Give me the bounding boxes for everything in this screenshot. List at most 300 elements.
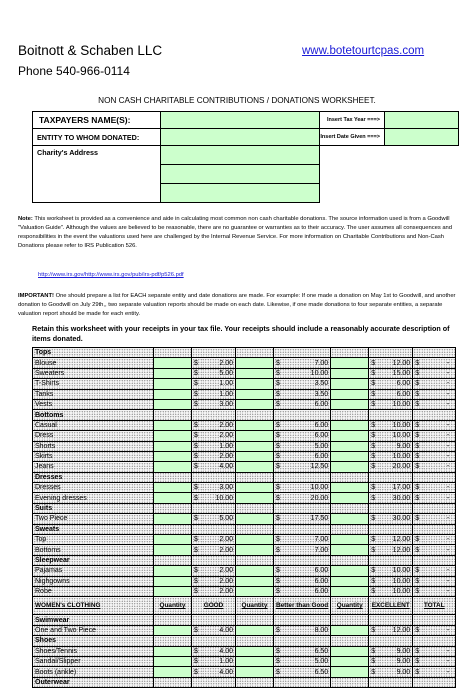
quantity-input-better[interactable]: [236, 451, 274, 461]
quantity-input-better[interactable]: [236, 656, 274, 666]
column-header: Quantity: [331, 597, 369, 615]
quantity-input-good[interactable]: [154, 462, 192, 472]
insert-date-label: Insert Date Given ===>: [320, 129, 385, 146]
row-total: -: [423, 535, 456, 545]
table-row: [33, 545, 456, 555]
currency-symbol: $: [274, 586, 287, 596]
currency-symbol: $: [413, 420, 423, 430]
currency-symbol: $: [274, 625, 287, 635]
quantity-input-better[interactable]: [236, 462, 274, 472]
value-good: 4.00: [202, 462, 236, 472]
table-header-row: [33, 597, 456, 615]
quantity-input-excellent[interactable]: [331, 514, 369, 524]
column-header: Better than Good: [274, 597, 331, 615]
value-better: 17.50: [287, 514, 331, 524]
currency-symbol: $: [192, 358, 202, 368]
currency-symbol: $: [369, 576, 379, 586]
address-line-2-field[interactable]: [161, 165, 320, 184]
quantity-input-excellent[interactable]: [331, 389, 369, 399]
currency-symbol: $: [192, 451, 202, 461]
quantity-input-good[interactable]: [154, 358, 192, 368]
section-label: Outerwear: [33, 677, 154, 687]
column-header: EXCELLENT: [369, 597, 413, 615]
quantity-input-better[interactable]: [236, 420, 274, 430]
column-header: Quantity: [154, 597, 192, 615]
currency-symbol: $: [274, 576, 287, 586]
value-good: 2.00: [202, 431, 236, 441]
row-total: -: [423, 545, 456, 555]
item-label: Boots (ankle): [33, 667, 154, 677]
table-row: [33, 431, 456, 441]
currency-symbol: $: [413, 656, 423, 666]
currency-symbol: $: [192, 368, 202, 378]
table-row: [33, 441, 456, 451]
quantity-input-good[interactable]: [154, 389, 192, 399]
currency-symbol: $: [274, 493, 287, 503]
row-total: -: [423, 399, 456, 409]
row-total: -: [423, 441, 456, 451]
section-label: Tops: [33, 348, 154, 358]
item-label: Bottoms: [33, 545, 154, 555]
quantity-input-excellent[interactable]: [331, 576, 369, 586]
currency-symbol: $: [192, 483, 202, 493]
currency-symbol: $: [192, 625, 202, 635]
quantity-input-good[interactable]: [154, 483, 192, 493]
value-better: 10.00: [287, 483, 331, 493]
value-excellent: 12.00: [379, 545, 413, 555]
quantity-input-better[interactable]: [236, 493, 274, 503]
quantity-input-better[interactable]: [236, 566, 274, 576]
value-excellent: 10.00: [379, 566, 413, 576]
value-good: 2.00: [202, 545, 236, 555]
item-label: One and Two Piece: [33, 625, 154, 635]
quantity-input-excellent[interactable]: [331, 399, 369, 409]
quantity-input-better[interactable]: [236, 545, 274, 555]
row-total: -: [423, 358, 456, 368]
quantity-input-good[interactable]: [154, 493, 192, 503]
currency-symbol: $: [413, 462, 423, 472]
item-label: Vests: [33, 399, 154, 409]
value-good: 5.00: [202, 368, 236, 378]
currency-symbol: $: [369, 514, 379, 524]
quantity-input-excellent[interactable]: [331, 441, 369, 451]
table-row: [33, 368, 456, 378]
currency-symbol: $: [274, 646, 287, 656]
currency-symbol: $: [192, 514, 202, 524]
value-good: 2.00: [202, 358, 236, 368]
charity-address-label: Charity's Address: [33, 146, 161, 203]
value-excellent: 9.00: [379, 441, 413, 451]
item-label: Dress: [33, 431, 154, 441]
address-line-1-field[interactable]: [161, 146, 320, 165]
item-label: Evening dresses: [33, 493, 154, 503]
quantity-input-better[interactable]: [236, 586, 274, 596]
column-header: WOMEN's CLOTHING: [33, 597, 154, 615]
quantity-input-good[interactable]: [154, 576, 192, 586]
value-excellent: 17.00: [379, 483, 413, 493]
currency-symbol: $: [274, 358, 287, 368]
value-excellent: 30.00: [379, 514, 413, 524]
currency-symbol: $: [192, 399, 202, 409]
quantity-input-good[interactable]: [154, 368, 192, 378]
currency-symbol: $: [274, 389, 287, 399]
value-excellent: 10.00: [379, 399, 413, 409]
section-label: Sleepwear: [33, 555, 154, 565]
quantity-input-good[interactable]: [154, 566, 192, 576]
currency-symbol: $: [413, 667, 423, 677]
currency-symbol: $: [274, 368, 287, 378]
item-label: Pajamas: [33, 566, 154, 576]
value-good: 3.00: [202, 483, 236, 493]
quantity-input-better[interactable]: [236, 576, 274, 586]
value-excellent: 9.00: [379, 667, 413, 677]
table-row: [33, 625, 456, 635]
currency-symbol: $: [274, 451, 287, 461]
item-label: Sweaters: [33, 368, 154, 378]
table-row: [33, 493, 456, 503]
table-row: [33, 566, 456, 576]
item-label: Tanks: [33, 389, 154, 399]
value-excellent: 12.00: [379, 625, 413, 635]
currency-symbol: $: [369, 646, 379, 656]
table-row: [33, 399, 456, 409]
currency-symbol: $: [369, 441, 379, 451]
currency-symbol: $: [413, 514, 423, 524]
quantity-input-good[interactable]: [154, 379, 192, 389]
quantity-input-good[interactable]: [154, 667, 192, 677]
value-good: 2.00: [202, 586, 236, 596]
row-total: -: [423, 514, 456, 524]
quantity-input-good[interactable]: [154, 535, 192, 545]
quantity-input-excellent[interactable]: [331, 586, 369, 596]
currency-symbol: $: [369, 535, 379, 545]
currency-symbol: $: [192, 667, 202, 677]
section-label: Swimwear: [33, 615, 154, 625]
currency-symbol: $: [413, 535, 423, 545]
value-good: 1.00: [202, 389, 236, 399]
quantity-input-excellent[interactable]: [331, 493, 369, 503]
currency-symbol: $: [413, 368, 423, 378]
item-label: Robe: [33, 586, 154, 596]
currency-symbol: $: [274, 667, 287, 677]
currency-symbol: $: [369, 420, 379, 430]
company-phone: Phone 540-966-0114: [18, 64, 130, 78]
quantity-input-good[interactable]: [154, 451, 192, 461]
womens-clothing-table: [32, 347, 456, 688]
item-label: Blouse: [33, 358, 154, 368]
entity-name-field[interactable]: [161, 129, 320, 146]
quantity-input-better[interactable]: [236, 535, 274, 545]
table-row: [33, 646, 456, 656]
quantity-input-good[interactable]: [154, 586, 192, 596]
quantity-input-excellent[interactable]: [331, 431, 369, 441]
retain-instructions: Retain this worksheet with your receipts in your tax file. Your receipts should include a reasonably accurate description of items donated.: [32, 324, 450, 343]
value-good: 4.00: [202, 625, 236, 635]
quantity-input-better[interactable]: [236, 646, 274, 656]
value-better: 12.50: [287, 462, 331, 472]
quantity-input-better[interactable]: [236, 368, 274, 378]
currency-symbol: $: [274, 566, 287, 576]
row-total: -: [423, 656, 456, 666]
value-better: 7.00: [287, 545, 331, 555]
company-name: Boitnott & Schaben LLC: [18, 43, 163, 58]
tax-year-field[interactable]: [385, 112, 459, 129]
value-good: 2.00: [202, 566, 236, 576]
value-better: 6.00: [287, 586, 331, 596]
currency-symbol: $: [413, 399, 423, 409]
row-total: -: [423, 368, 456, 378]
currency-symbol: $: [274, 514, 287, 524]
currency-symbol: $: [369, 368, 379, 378]
important-paragraph: IMPORTANT! One should prepare a list for EACH separate entity and date donations are made. For example: If one made a donation on May 1st to Goodwill, and another donation to Goodwill on July 29th,, two separate valuation reports should be made on each date. Likewise, if one made donations to four separate entities, a separate valuation report should be made for each entity.: [18, 293, 456, 317]
quantity-input-excellent[interactable]: [331, 656, 369, 666]
currency-symbol: $: [369, 625, 379, 635]
currency-symbol: $: [413, 451, 423, 461]
taxpayer-form: [32, 111, 459, 203]
value-excellent: 6.00: [379, 379, 413, 389]
value-better: 3.50: [287, 389, 331, 399]
currency-symbol: $: [369, 483, 379, 493]
currency-symbol: $: [413, 493, 423, 503]
value-better: 6.00: [287, 451, 331, 461]
quantity-input-better[interactable]: [236, 441, 274, 451]
currency-symbol: $: [192, 379, 202, 389]
currency-symbol: $: [413, 379, 423, 389]
currency-symbol: $: [413, 358, 423, 368]
quantity-input-better[interactable]: [236, 431, 274, 441]
currency-symbol: $: [274, 399, 287, 409]
currency-symbol: $: [369, 451, 379, 461]
currency-symbol: $: [369, 545, 379, 555]
value-better: 6.00: [287, 566, 331, 576]
value-better: 10.00: [287, 368, 331, 378]
quantity-input-better[interactable]: [236, 389, 274, 399]
value-excellent: 10.00: [379, 420, 413, 430]
currency-symbol: $: [369, 586, 379, 596]
quantity-input-good[interactable]: [154, 545, 192, 555]
quantity-input-good[interactable]: [154, 441, 192, 451]
value-excellent: 10.00: [379, 586, 413, 596]
section-row: [33, 472, 456, 482]
value-better: 3.50: [287, 379, 331, 389]
currency-symbol: $: [413, 576, 423, 586]
quantity-input-excellent[interactable]: [331, 625, 369, 635]
currency-symbol: $: [369, 379, 379, 389]
row-total: -: [423, 586, 456, 596]
table-row: [33, 656, 456, 666]
row-total: -: [423, 483, 456, 493]
currency-symbol: $: [192, 586, 202, 596]
quantity-input-excellent[interactable]: [331, 535, 369, 545]
row-total: -: [423, 576, 456, 586]
table-row: [33, 535, 456, 545]
quantity-input-excellent[interactable]: [331, 483, 369, 493]
value-better: 5.00: [287, 441, 331, 451]
currency-symbol: $: [192, 493, 202, 503]
address-line-3-field[interactable]: [161, 184, 320, 203]
currency-symbol: $: [192, 576, 202, 586]
row-total: -: [423, 493, 456, 503]
currency-symbol: $: [369, 431, 379, 441]
quantity-input-better[interactable]: [236, 514, 274, 524]
item-label: Casual: [33, 420, 154, 430]
currency-symbol: $: [274, 379, 287, 389]
insert-tax-year-label: Insert Tax Year ===>: [320, 112, 385, 129]
section-label: Suits: [33, 503, 154, 513]
currency-symbol: $: [192, 389, 202, 399]
quantity-input-excellent[interactable]: [331, 451, 369, 461]
quantity-input-good[interactable]: [154, 399, 192, 409]
quantity-input-better[interactable]: [236, 399, 274, 409]
row-total: -: [423, 625, 456, 635]
value-excellent: 15.00: [379, 368, 413, 378]
section-row: [33, 503, 456, 513]
item-label: Skirts: [33, 451, 154, 461]
currency-symbol: $: [274, 656, 287, 666]
section-label: Shoes: [33, 636, 154, 646]
currency-symbol: $: [192, 535, 202, 545]
quantity-input-excellent[interactable]: [331, 667, 369, 677]
value-better: 6.50: [287, 646, 331, 656]
currency-symbol: $: [192, 656, 202, 666]
column-header: GOOD: [192, 597, 236, 615]
section-row: [33, 555, 456, 565]
currency-symbol: $: [413, 545, 423, 555]
quantity-input-excellent[interactable]: [331, 462, 369, 472]
quantity-input-better[interactable]: [236, 379, 274, 389]
value-good: 2.00: [202, 576, 236, 586]
table-row: [33, 462, 456, 472]
currency-symbol: $: [274, 462, 287, 472]
currency-symbol: $: [369, 358, 379, 368]
row-total: -: [423, 667, 456, 677]
quantity-input-better[interactable]: [236, 625, 274, 635]
value-excellent: 10.00: [379, 431, 413, 441]
value-good: 10.00: [202, 493, 236, 503]
value-excellent: 12.00: [379, 358, 413, 368]
quantity-input-good[interactable]: [154, 646, 192, 656]
value-better: 6.50: [287, 667, 331, 677]
item-label: Shorts: [33, 441, 154, 451]
table-row: [33, 451, 456, 461]
quantity-input-good[interactable]: [154, 514, 192, 524]
item-label: Sandal/Slipper: [33, 656, 154, 666]
currency-symbol: $: [192, 420, 202, 430]
quantity-input-better[interactable]: [236, 667, 274, 677]
value-better: 8.00: [287, 625, 331, 635]
table-row: [33, 576, 456, 586]
quantity-input-excellent[interactable]: [331, 368, 369, 378]
quantity-input-excellent[interactable]: [331, 420, 369, 430]
currency-symbol: $: [413, 431, 423, 441]
table-row: [33, 420, 456, 430]
section-row: [33, 410, 456, 420]
currency-symbol: $: [274, 441, 287, 451]
currency-symbol: $: [274, 535, 287, 545]
currency-symbol: $: [192, 545, 202, 555]
value-excellent: 30.00: [379, 493, 413, 503]
quantity-input-better[interactable]: [236, 483, 274, 493]
row-total: -: [423, 451, 456, 461]
currency-symbol: $: [369, 667, 379, 677]
taxpayer-name-field[interactable]: [161, 112, 320, 129]
section-label: Sweats: [33, 524, 154, 534]
quantity-input-better[interactable]: [236, 358, 274, 368]
value-excellent: 10.00: [379, 576, 413, 586]
row-total: -: [423, 462, 456, 472]
currency-symbol: $: [192, 646, 202, 656]
currency-symbol: $: [413, 441, 423, 451]
currency-symbol: $: [413, 625, 423, 635]
value-better: 7.00: [287, 535, 331, 545]
quantity-input-excellent[interactable]: [331, 358, 369, 368]
value-good: 4.00: [202, 667, 236, 677]
currency-symbol: $: [413, 646, 423, 656]
currency-symbol: $: [369, 656, 379, 666]
item-label: Top: [33, 535, 154, 545]
quantity-input-excellent[interactable]: [331, 566, 369, 576]
value-better: 20.00: [287, 493, 331, 503]
value-good: 2.00: [202, 451, 236, 461]
item-label: T-Shirts: [33, 379, 154, 389]
row-total: -: [423, 646, 456, 656]
quantity-input-excellent[interactable]: [331, 545, 369, 555]
table-row: [33, 379, 456, 389]
table-row: [33, 514, 456, 524]
currency-symbol: $: [413, 586, 423, 596]
value-better: 6.00: [287, 399, 331, 409]
item-label: Shoes/Tennis: [33, 646, 154, 656]
section-row: [33, 524, 456, 534]
row-total: -: [423, 420, 456, 430]
table-row: [33, 586, 456, 596]
currency-symbol: $: [413, 483, 423, 493]
value-better: 6.00: [287, 420, 331, 430]
value-better: 7.00: [287, 358, 331, 368]
quantity-input-excellent[interactable]: [331, 646, 369, 656]
value-good: 2.00: [202, 420, 236, 430]
section-label: Bottoms: [33, 410, 154, 420]
value-excellent: 20.00: [379, 462, 413, 472]
currency-symbol: $: [274, 431, 287, 441]
value-excellent: 9.00: [379, 646, 413, 656]
note-paragraph: Note: This worksheet is provided as a convenience and aide in calculating most common non cash charitable donations. The source information used is from a Goodwill "Valuation Guide". Although the values are believed to be reasonable, there are no guarantee or warranties as to their accuracy. The user assumes all consequences and responsibilities in the event the valuations used here are challenged by the Internal Revenue Service. For more information on Charitable Contributions and Non-Cash Donations please refer to IRS Publication 526.: [18, 216, 452, 249]
section-row: [33, 636, 456, 646]
quantity-input-good[interactable]: [154, 431, 192, 441]
company-website-link[interactable]: www.botetourtcpas.com: [302, 45, 425, 57]
quantity-input-excellent[interactable]: [331, 379, 369, 389]
item-label: Dresses: [33, 483, 154, 493]
section-row: [33, 348, 456, 358]
row-total: -: [423, 379, 456, 389]
irs-publication-link[interactable]: http://www.irs.gov/http://www.irs.gov/pub/irs-pdf/p526.pdf: [38, 272, 184, 278]
value-good: 5.00: [202, 514, 236, 524]
currency-symbol: $: [369, 462, 379, 472]
quantity-input-good[interactable]: [154, 625, 192, 635]
row-total: -: [423, 431, 456, 441]
currency-symbol: $: [274, 545, 287, 555]
value-good: 1.00: [202, 379, 236, 389]
section-label: Dresses: [33, 472, 154, 482]
value-good: 1.00: [202, 656, 236, 666]
value-excellent: 10.00: [379, 451, 413, 461]
currency-symbol: $: [192, 441, 202, 451]
date-given-field[interactable]: [385, 129, 459, 146]
item-label: Nighgowns: [33, 576, 154, 586]
value-good: 1.00: [202, 441, 236, 451]
quantity-input-good[interactable]: [154, 420, 192, 430]
quantity-input-good[interactable]: [154, 656, 192, 666]
